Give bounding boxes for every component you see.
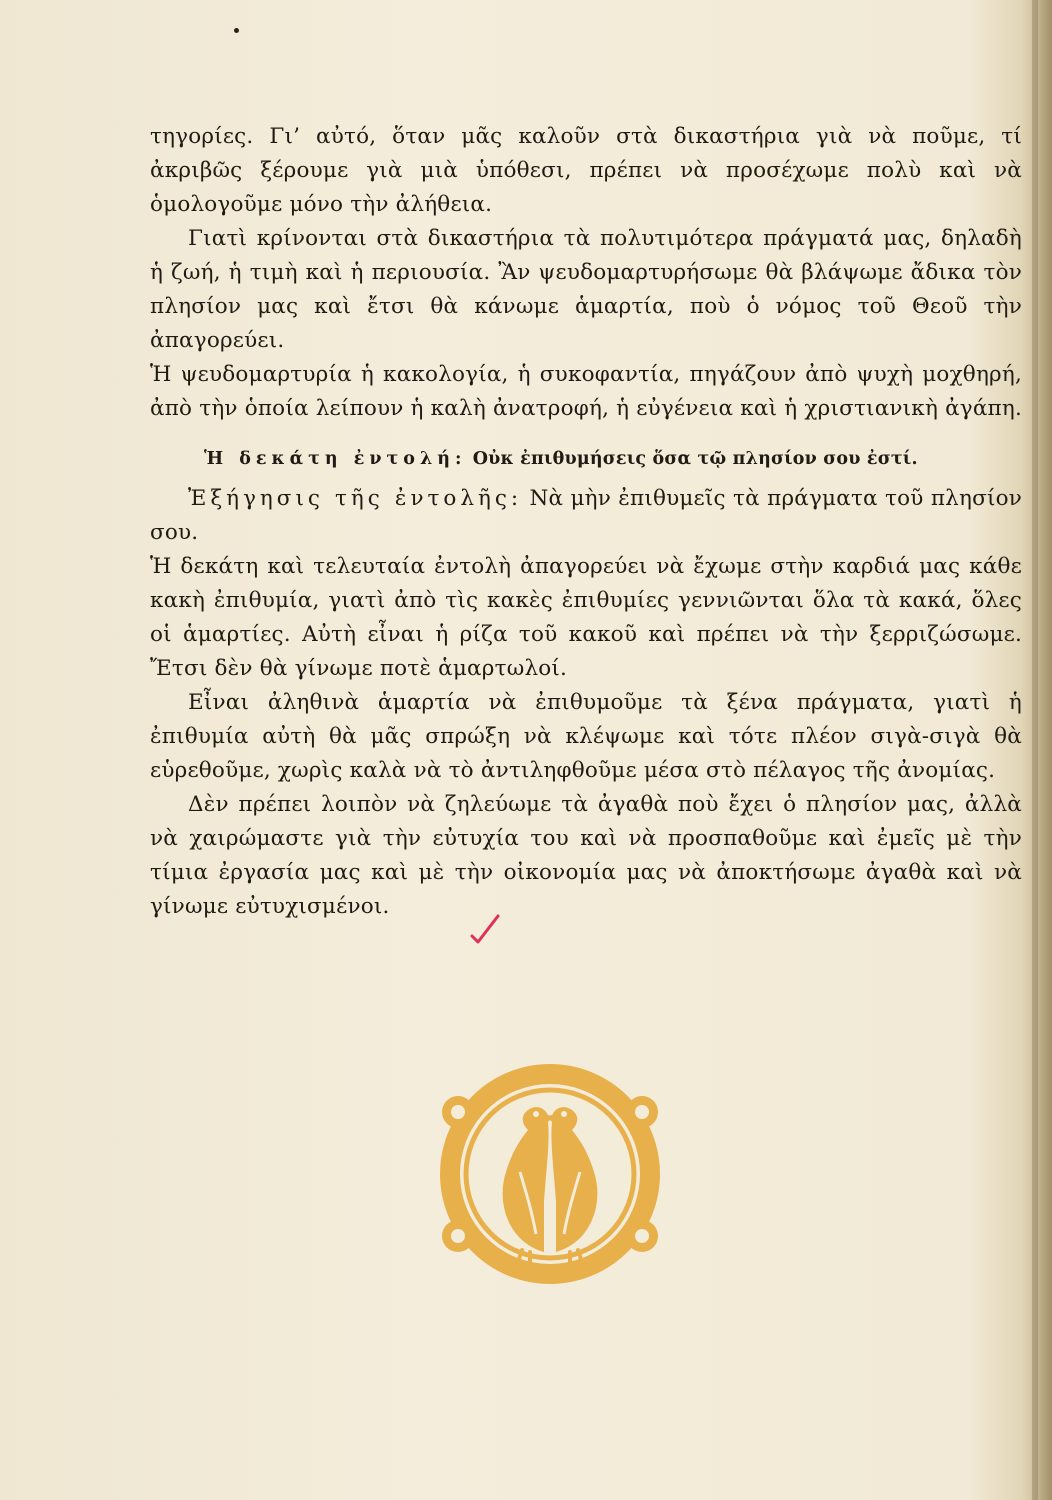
- paragraph-2: Γιατὶ κρίνονται στὰ δικαστήρια τὰ πολυτιμότερα πράγματά μας, δηλαδὴ ἡ ζωή, ἡ τιμὴ καὶ ἡ περιουσία. Ἂν ψευδομαρτυρήσωμε θὰ βλάψωμε ἄδικα τὸν πλησίον μας καὶ ἔτσι θὰ κάνωμε ἁμαρτία, ποὺ ὁ νόμος τοῦ Θεοῦ τὴν ἀπαγορεύει.: [150, 226, 1022, 353]
- explanation-text: Νὰ μὴν ἐπιθυμεῖς τὰ πράγματα τοῦ πλησίον σου.: [150, 486, 1022, 545]
- explanation-label: Ἐξήγησις τῆς ἐντολῆς:: [188, 486, 523, 511]
- commandment-heading: [150, 442, 1022, 476]
- paragraph-6: Δὲν πρέπει λοιπὸν νὰ ζηλεύωμε τὰ ἀγαθὰ ποὺ ἔχει ὁ πλησίον μας, ἀλλὰ νὰ χαιρώμαστε γιὰ τὴν εὐτυχία του καὶ νὰ προσπαθοῦμε καὶ ἐμεῖς μὲ τὴν τίμια ἐργασία μας καὶ μὲ τὴν οἰκονομία μας νὰ ἀποκτήσωμε ἀγαθὰ καὶ νὰ γίνωμε εὐτυχισμένοι.: [150, 792, 1022, 919]
- commandment-heading-text: Οὐκ ἐπιθυμήσεις ὅσα τῷ πλησίον σου ἐστί.: [472, 449, 918, 469]
- binding-strip: [1032, 0, 1038, 1500]
- explanation-paragraph: [150, 482, 1022, 550]
- commandment-heading-label: Ἡ δεκάτη ἐντολή:: [204, 449, 467, 469]
- paragraph-3: Ἡ ψευδομαρτυρία ἡ κακολογία, ἡ συκοφαντία, πηγάζουν ἀπὸ ψυχὴ μοχθηρή, ἀπὸ τὴν ὁποία λείπουν ἡ καλὴ ἀνατροφή, ἡ εὐγένεια καὶ ἡ χριστιανικὴ ἀγάπη.: [150, 362, 1022, 421]
- pen-checkmark-icon: [468, 912, 502, 946]
- body-text: [150, 120, 1022, 924]
- two-birds-emblem-icon: [436, 1052, 664, 1292]
- paragraph-1: τηγορίες. Γι’ αὐτό, ὅταν μᾶς καλοῦν στὰ δικαστήρια γιὰ νὰ ποῦμε, τί ἀκριβῶς ξέρουμε γιὰ μιὰ ὑπόθεσι, πρέπει νὰ προσέχωμε πολὺ καὶ νὰ ὁμολογοῦμε μόνο τὴν ἀλήθεια.: [150, 124, 1022, 217]
- ink-dot: [234, 28, 239, 33]
- paragraph-4: Ἡ δεκάτη καὶ τελευταία ἐντολὴ ἀπαγορεύει νὰ ἔχωμε στὴν καρδιά μας κάθε κακὴ ἐπιθυμία, γιατὶ ἀπὸ τὶς κακὲς ἐπιθυμίες γεννιῶνται ὅλα τὰ κακά, ὅλες οἱ ἁμαρτίες. Αὐτὴ εἶναι ἡ ρίζα τοῦ κακοῦ καὶ πρέπει νὰ τὴν ξερριζώσωμε. Ἔτσι δὲν θὰ γίνωμε ποτὲ ἁμαρτωλοί.: [150, 554, 1022, 681]
- paragraph-5: Εἶναι ἀληθινὰ ἁμαρτία νὰ ἐπιθυμοῦμε τὰ ξένα πράγματα, γιατὶ ἡ ἐπιθυμία αὐτὴ θὰ μᾶς σπρώξη νὰ κλέψωμε καὶ τότε πλέον σιγὰ-σιγὰ θὰ εὑρεθοῦμε, χωρὶς καλὰ νὰ τὸ ἀντιληφθοῦμε μέσα στὸ πέλαγος τῆς ἀνομίας.: [150, 690, 1022, 783]
